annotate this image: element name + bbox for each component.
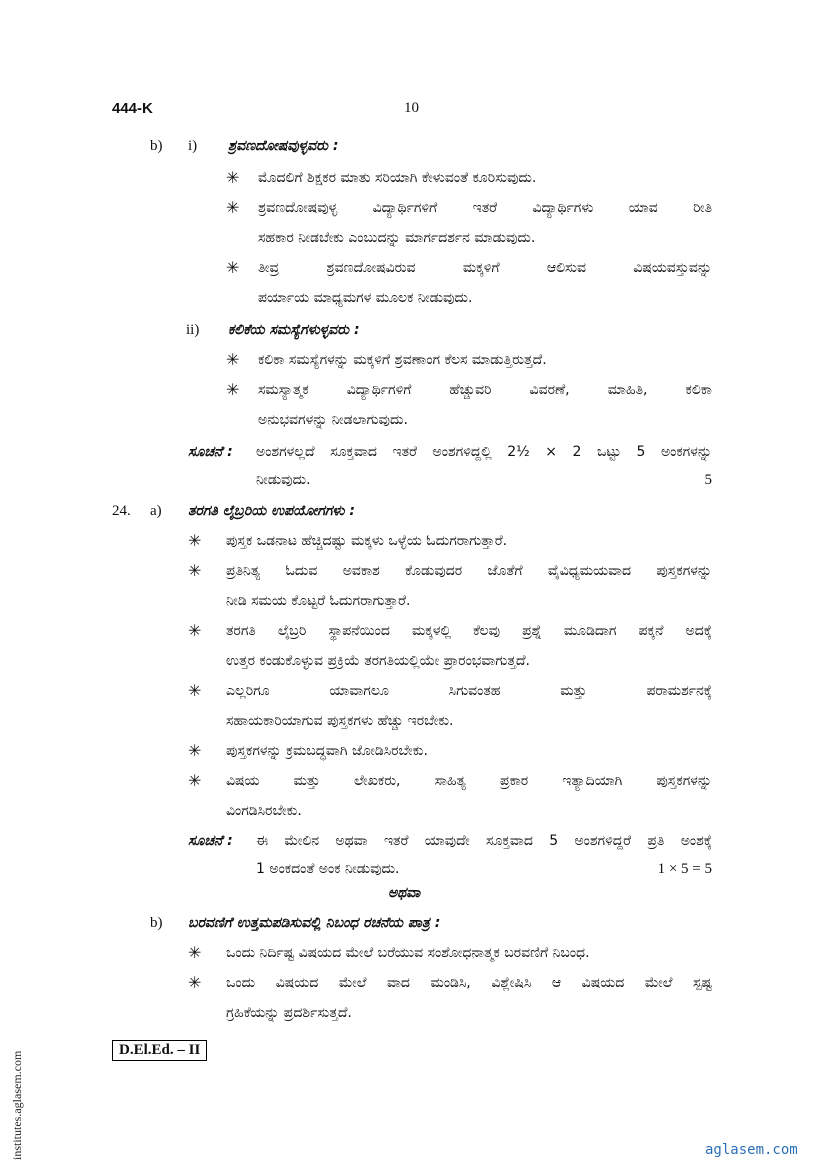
bullet-star-icon: ✳ xyxy=(226,198,240,217)
q24b-bullet-1: ಒಂದು ನಿರ್ದಿಷ್ಟ ವಿಷಯದ ಮೇಲೆ ಬರೆಯುವ ಸಂಶೋಧನಾತ್ಮಕ ಬರವಣಿಗೆ ನಿಬಂಧ. xyxy=(226,945,590,961)
q24b-bullet-2-line-1: ಒಂದು ವಿಷಯದ ಮೇಲೆ ವಾದ ಮಂಡಿಸಿ, ವಿಶ್ಲೇಷಿಸಿ ಆ ವಿಷಯದ ಮೇಲೆ ಸ್ಪಷ್ಟ xyxy=(226,975,712,991)
or-separator: ಅಥವಾ xyxy=(388,885,421,901)
bullet-star-icon: ✳ xyxy=(188,741,202,760)
corner-watermark: aglasem.com xyxy=(705,1142,798,1158)
q24a-bullet-4-line-1: ಎಲ್ಲರಿಗೂ ಯಾವಾಗಲೂ ಸಿಗುವಂತಹ ಮತ್ತು ಪರಾಮರ್ಶನಕ್ಕೆ xyxy=(226,683,712,699)
q23b-i-bullet-1: ಮೊದಲಿಗೆ ಶಿಕ್ಷಕರ ಮಾತು ಸರಿಯಾಗಿ ಕೇಳುವಂತೆ ಕೂರಿಸುವುದು. xyxy=(258,170,537,186)
bullet-star-icon: ✳ xyxy=(226,258,240,277)
q24a-bullet-3-line-1: ತರಗತಿ ಲೈಬ್ರರಿ ಸ್ಥಾಪನೆಯಿಂದ ಮಕ್ಕಳಲ್ಲಿ ಕೆಲವು ಪ್ರಶ್ನೆ ಮೂಡಿದಾಗ ಪಕ್ಕನೆ ಅದಕ್ಕೆ xyxy=(226,623,712,639)
q23-note-line-2: ನೀಡುವುದು. xyxy=(256,472,311,488)
q24a-note-label: ಸೂಚನೆ : xyxy=(188,833,233,849)
q24a-heading: ತರಗತಿ ಲೈಬ್ರರಿಯ ಉಪಯೋಗಗಳು : xyxy=(188,503,355,519)
q24a-bullet-3-line-2: ಉತ್ತರ ಕಂಡುಕೊಳ್ಳುವ ಪ್ರಕ್ರಿಯೆ ತರಗತಿಯಲ್ಲಿಯೇ ಪ್ರಾರಂಭವಾಗುತ್ತದೆ. xyxy=(226,653,530,669)
q23b-i-bullet-3-line-1: ತೀವ್ರ ಶ್ರವಣದೋಷವಿರುವ ಮಕ್ಕಳಿಗೆ ಆಲಿಸುವ ವಿಷಯವಸ್ತುವನ್ನು xyxy=(258,260,712,276)
q24a-part-label: a) xyxy=(150,503,162,519)
bullet-star-icon: ✳ xyxy=(226,350,240,369)
bullet-star-icon: ✳ xyxy=(226,380,240,399)
paper-code: 444-K xyxy=(112,100,153,117)
q23b-i-bullet-2-line-1: ಶ್ರವಣದೋಷವುಳ್ಳ ವಿದ್ಯಾರ್ಥಿಗಳಿಗೆ ಇತರೆ ವಿದ್ಯಾರ್ಥಿಗಳು ಯಾವ ರೀತಿ xyxy=(258,200,712,216)
bullet-star-icon: ✳ xyxy=(188,943,202,962)
q24a-bullet-5: ಪುಸ್ತಕಗಳನ್ನು ಕ್ರಮಬದ್ಧವಾಗಿ ಜೋಡಿಸಿರಬೇಕು. xyxy=(226,743,428,759)
q24-number: 24. xyxy=(112,503,131,519)
q23b-part-label: b) xyxy=(150,138,163,154)
bullet-star-icon: ✳ xyxy=(188,973,202,992)
q23b-ii-bullet-2-line-2: ಅನುಭವಗಳನ್ನು ನೀಡಲಾಗುವುದು. xyxy=(258,412,408,428)
bullet-star-icon: ✳ xyxy=(226,168,240,187)
q23-note-label: ಸೂಚನೆ : xyxy=(188,444,233,460)
q24a-bullet-4-line-2: ಸಹಾಯಕಾರಿಯಾಗುವ ಪುಸ್ತಕಗಳು ಹೆಚ್ಚು ಇರಬೇಕು. xyxy=(226,713,454,729)
q24a-note-line-1: ಈ ಮೇಲಿನ ಅಥವಾ ಇತರೆ ಯಾವುದೇ ಸೂಕ್ತವಾದ 5 ಅಂಶಗಳಿದ್ದರೆ ಪ್ರತಿ ಅಂಶಕ್ಕೆ xyxy=(256,833,712,849)
q23b-i-label: i) xyxy=(188,138,198,154)
q23-note-marks: 5 xyxy=(704,472,712,488)
page-number: 10 xyxy=(404,100,419,116)
q23b-ii-bullet-1: ಕಲಿಕಾ ಸಮಸ್ಯೆಗಳನ್ನು ಮಕ್ಕಳಿಗೆ ಶ್ರವಣಾಂಗ ಕೆಲಸ ಮಾಡುತ್ತಿರುತ್ತದೆ. xyxy=(258,352,547,368)
q24a-note-line-2: 1 ಅಂಕದಂತೆ ಅಂಕ ನೀಡುವುದು. xyxy=(256,861,400,877)
q23b-i-bullet-3-line-2: ಪರ್ಯಾಯ ಮಾಧ್ಯಮಗಳ ಮೂಲಕ ನೀಡುವುದು. xyxy=(258,290,473,306)
q24a-bullet-1: ಪುಸ್ತಕ ಒಡನಾಟ ಹೆಚ್ಚಿದಷ್ಟು ಮಕ್ಕಳು ಒಳ್ಳೆಯ ಓದುಗರಾಗುತ್ತಾರೆ. xyxy=(226,533,508,549)
q23b-ii-heading: ಕಲಿಕೆಯ ಸಮಸ್ಯೆಗಳುಳ್ಳವರು : xyxy=(228,322,360,338)
q23b-i-heading: ಶ್ರವಣದೋಷವುಳ್ಳವರು : xyxy=(228,138,339,154)
q24b-bullet-2-line-2: ಗ್ರಹಿಕೆಯನ್ನು ಪ್ರದರ್ಶಿಸುತ್ತದೆ. xyxy=(226,1005,352,1021)
q23-note-line-1: ಅಂಶಗಳಲ್ಲದೆ ಸೂಕ್ತವಾದ ಇತರೆ ಅಂಶಗಳಿದ್ದಲ್ಲಿ 2½ × 2 ಒಟ್ಟು 5 ಅಂಕಗಳನ್ನು xyxy=(256,444,712,460)
bullet-star-icon: ✳ xyxy=(188,621,202,640)
q24a-note-marks: 1 × 5 = 5 xyxy=(657,861,712,877)
q24a-bullet-2-line-1: ಪ್ರತಿನಿತ್ಯ ಓದುವ ಅವಕಾಶ ಕೊಡುವುದರ ಜೊತೆಗೆ ವೈವಿಧ್ಯಮಯವಾದ ಪುಸ್ತಕಗಳನ್ನು xyxy=(226,563,712,579)
bullet-star-icon: ✳ xyxy=(188,531,202,550)
q23b-i-bullet-2-line-2: ಸಹಕಾರ ನೀಡಬೇಕು ಎಂಬುದನ್ನು ಮಾರ್ಗದರ್ಶನ ಮಾಡುವುದು. xyxy=(258,230,536,246)
bullet-star-icon: ✳ xyxy=(188,771,202,790)
bullet-star-icon: ✳ xyxy=(188,681,202,700)
course-footer-box: D.El.Ed. – II xyxy=(112,1040,207,1061)
q24a-bullet-6-line-2: ವಿಂಗಡಿಸಿರಬೇಕು. xyxy=(226,803,302,819)
q23b-ii-bullet-2-line-1: ಸಮಸ್ಯಾತ್ಮಕ ವಿದ್ಯಾರ್ಥಿಗಳಿಗೆ ಹೆಚ್ಚುವರಿ ವಿವರಣೆ, ಮಾಹಿತಿ, ಕಲಿಕಾ xyxy=(258,382,712,398)
q24a-bullet-2-line-2: ನೀಡಿ ಸಮಯ ಕೊಟ್ಟರೆ ಓದುಗರಾಗುತ್ತಾರೆ. xyxy=(226,593,411,609)
side-watermark: institutes.aglasem.com xyxy=(10,1050,24,1160)
q23b-ii-label: ii) xyxy=(186,322,200,338)
q24b-part-label: b) xyxy=(150,915,163,931)
bullet-star-icon: ✳ xyxy=(188,561,202,580)
q24b-heading: ಬರವಣಿಗೆ ಉತ್ತಮಪಡಿಸುವಲ್ಲಿ ನಿಬಂಧ ರಚನೆಯ ಪಾತ್ರ : xyxy=(188,915,441,931)
q24a-bullet-6-line-1: ವಿಷಯ ಮತ್ತು ಲೇಖಕರು, ಸಾಹಿತ್ಯ ಪ್ರಕಾರ ಇತ್ಯಾದಿಯಾಗಿ ಪುಸ್ತಕಗಳನ್ನು xyxy=(226,773,712,789)
